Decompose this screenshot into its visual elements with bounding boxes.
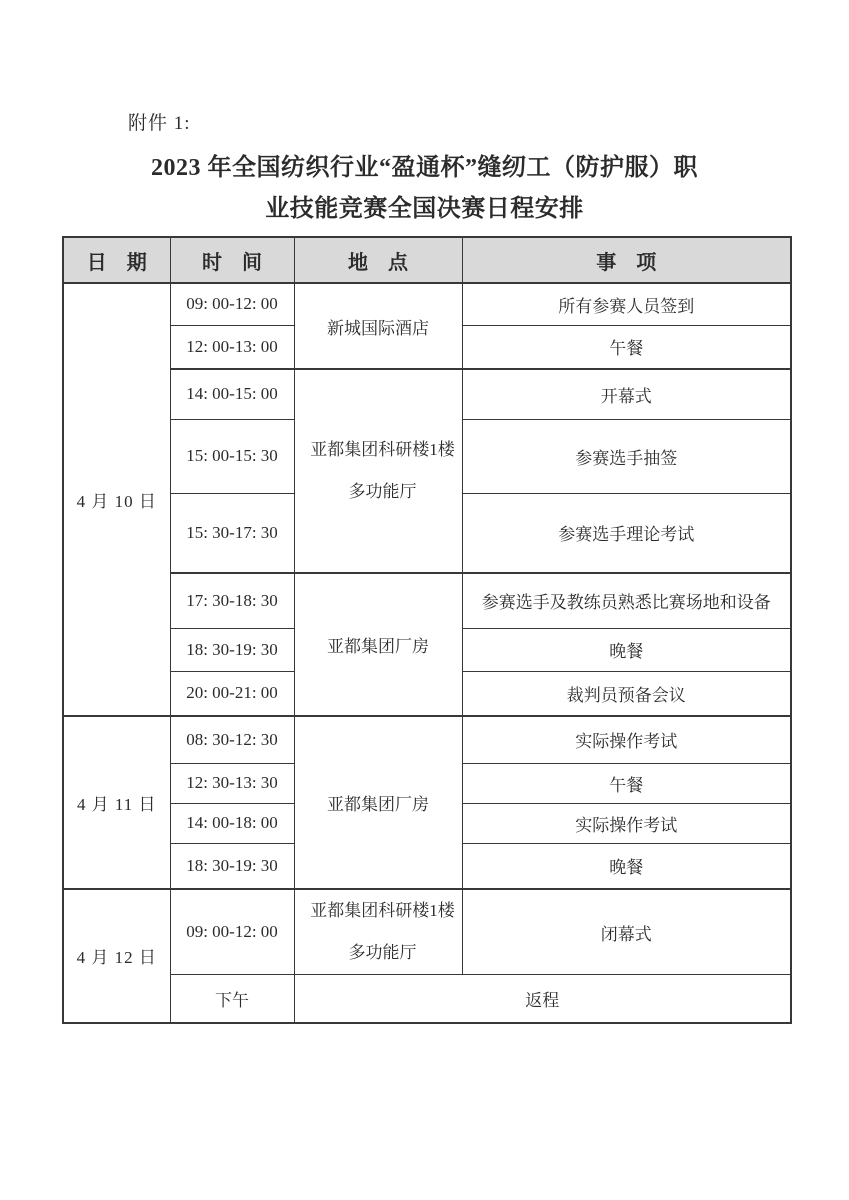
date-cell: 4 月 10 日 (63, 283, 170, 716)
event-cell: 晚餐 (462, 843, 791, 889)
location-line: 多功能厅 (348, 943, 417, 962)
location-line: 亚都集团科研楼1楼 (310, 901, 455, 920)
location-line: 多功能厅 (348, 482, 417, 501)
time-cell: 下午 (170, 975, 294, 1023)
time-cell: 08: 30-12: 30 (170, 716, 294, 763)
event-cell: 实际操作考试 (462, 803, 791, 843)
time-cell: 12: 30-13: 30 (170, 763, 294, 803)
date-cell: 4 月 12 日 (63, 889, 170, 1023)
table-row (63, 889, 791, 975)
location-cell: 亚都集团厂房 (294, 716, 462, 889)
time-cell: 12: 00-13: 00 (170, 325, 294, 369)
header-time: 时 间 (170, 237, 294, 283)
attachment-label: 附件 1: (128, 113, 191, 134)
event-cell: 返程 (294, 975, 791, 1023)
event-cell: 闭幕式 (462, 889, 791, 975)
header-row (63, 237, 791, 283)
table-row (63, 369, 791, 419)
table-row (63, 975, 791, 1023)
time-cell: 09: 00-12: 00 (170, 283, 294, 325)
time-cell: 18: 30-19: 30 (170, 628, 294, 671)
table-row (63, 573, 791, 628)
location-line: 亚都集团科研楼1楼 (310, 440, 455, 459)
table-row (63, 716, 791, 763)
date-cell: 4 月 11 日 (63, 716, 170, 889)
event-cell: 开幕式 (462, 369, 791, 419)
time-cell: 09: 00-12: 00 (170, 889, 294, 975)
event-cell: 参赛选手及教练员熟悉比赛场地和设备 (462, 573, 791, 628)
event-cell: 晚餐 (462, 628, 791, 671)
header-location: 地 点 (294, 237, 462, 283)
time-cell: 18: 30-19: 30 (170, 843, 294, 889)
time-cell: 15: 00-15: 30 (170, 419, 294, 493)
event-cell: 裁判员预备会议 (462, 671, 791, 716)
event-cell: 午餐 (462, 763, 791, 803)
event-cell: 参赛选手抽签 (462, 419, 791, 493)
title-line-2: 业技能竞赛全国决赛日程安排 (265, 196, 584, 222)
document-title (0, 148, 849, 230)
title-line-1: 2023 年全国纺织行业“盈通杯”缝纫工（防护服）职 (151, 155, 698, 181)
time-cell: 14: 00-18: 00 (170, 803, 294, 843)
event-cell: 实际操作考试 (462, 716, 791, 763)
location-cell: 亚都集团厂房 (294, 573, 462, 716)
location-cell (294, 369, 462, 573)
location-cell: 新城国际酒店 (294, 283, 462, 369)
schedule-table (62, 236, 792, 1024)
event-cell: 所有参赛人员签到 (462, 283, 791, 325)
header-event: 事 项 (462, 237, 791, 283)
time-cell: 20: 00-21: 00 (170, 671, 294, 716)
table-row (63, 283, 791, 325)
location-cell (294, 889, 462, 975)
time-cell: 14: 00-15: 00 (170, 369, 294, 419)
time-cell: 15: 30-17: 30 (170, 493, 294, 573)
event-cell: 午餐 (462, 325, 791, 369)
event-cell: 参赛选手理论考试 (462, 493, 791, 573)
header-date: 日 期 (63, 237, 170, 283)
time-cell: 17: 30-18: 30 (170, 573, 294, 628)
